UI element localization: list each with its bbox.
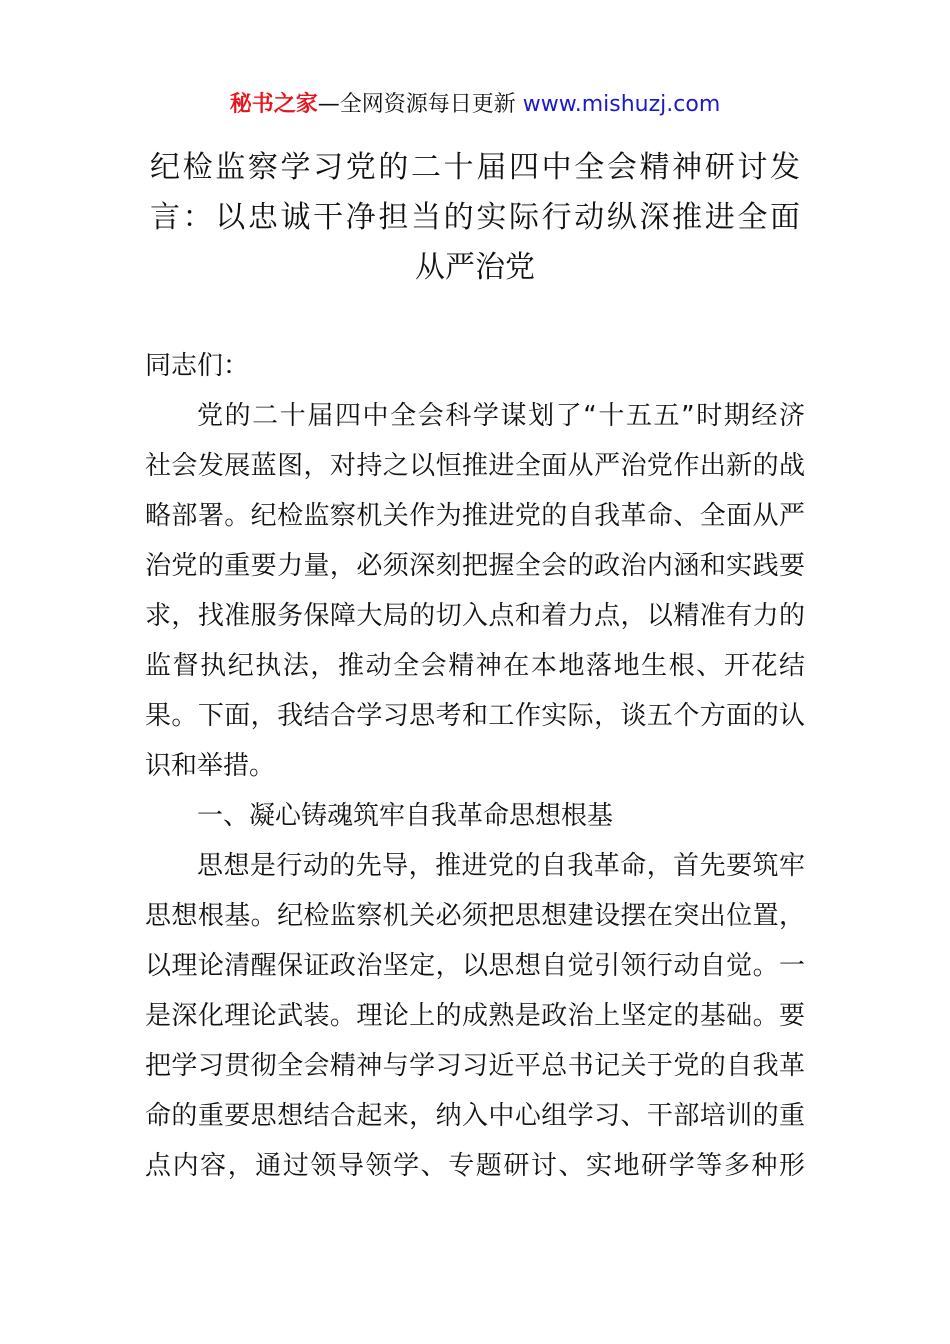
text-line: 命的重要思想结合起来，纳入中心组学习、干部培训的重 [145, 1101, 805, 1131]
brand-name: 秘书之家 [229, 92, 318, 117]
text-line: 党的二十届四中全会科学谋划了“十五五”时期经济 [197, 401, 805, 431]
text-line: 社会发展蓝图，对持之以恒推进全面从严治党作出新的战 [145, 451, 805, 481]
salutation: 同志们： [145, 351, 250, 381]
document-title [150, 143, 800, 293]
text-line: 识和举措。 [145, 751, 276, 781]
document-body [145, 341, 805, 1191]
site-header [0, 88, 950, 122]
text-line: 治党的重要力量，必须深刻把握全会的政治内涵和实践要 [145, 551, 805, 581]
header-slogan: —全网资源每日更新 [317, 92, 523, 117]
text-line: 点内容，通过领导领学、专题研讨、实地研学等多种形 [145, 1151, 805, 1181]
text-line: 思想是行动的先导，推进党的自我革命，首先要筑牢 [197, 851, 805, 881]
text-line: 把学习贯彻全会精神与学习习近平总书记关于党的自我革 [145, 1051, 805, 1081]
paragraph [145, 391, 805, 791]
text-line: 果。下面，我结合学习思考和工作实际，谈五个方面的认 [145, 701, 805, 731]
text-line: 思想根基。纪检监察机关必须把思想建设摆在突出位置， [145, 901, 805, 931]
title-line: 从严治党 [415, 250, 535, 285]
text-line: 监督执纪执法，推动全会精神在本地落地生根、开花结 [145, 651, 805, 681]
site-url-link[interactable]: www.mishuzj.com [522, 92, 721, 117]
text-line: 略部署。纪检监察机关作为推进党的自我革命、全面从严 [145, 501, 805, 531]
paragraph [145, 841, 805, 1191]
title-line: 言：以忠诚干净担当的实际行动纵深推进全面 [150, 200, 800, 235]
title-line: 纪检监察学习党的二十届四中全会精神研讨发 [150, 150, 800, 185]
text-line: 是深化理论武装。理论上的成熟是政治上坚定的基础。要 [145, 1001, 805, 1031]
text-line: 一、凝心铸魂筑牢自我革命思想根基 [197, 801, 614, 831]
text-line: 求，找准服务保障大局的切入点和着力点，以精准有力的 [145, 601, 805, 631]
text-line: 以理论清醒保证政治坚定，以思想自觉引领行动自觉。一 [145, 951, 805, 981]
section-heading [145, 791, 805, 841]
